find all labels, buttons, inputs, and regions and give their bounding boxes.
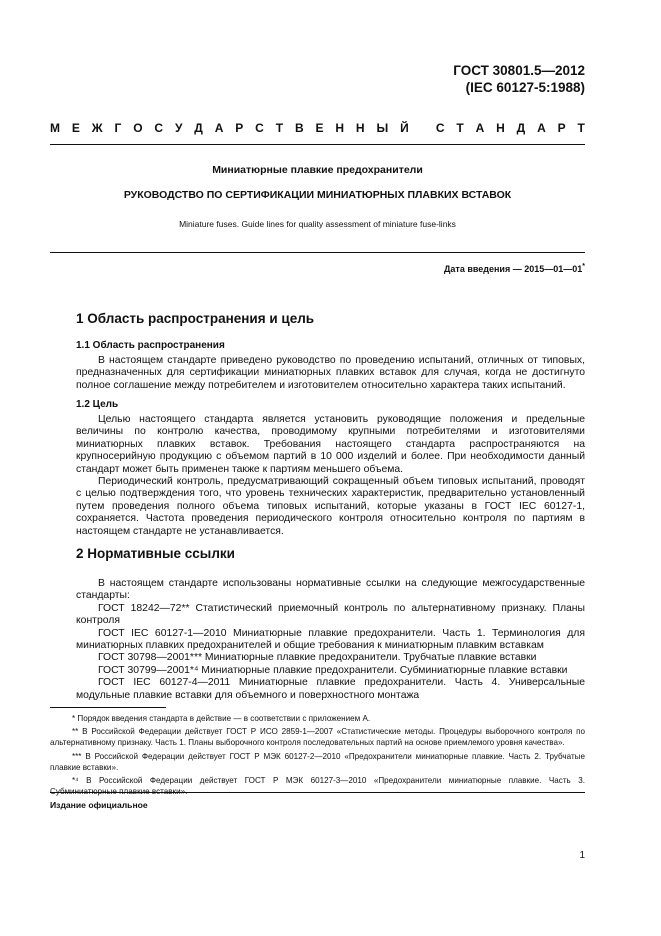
section-1-heading: 1 Область распространения и цель	[76, 311, 315, 326]
footnotes	[50, 713, 585, 799]
reference-item: ГОСТ 30798—2001*** Миниатюрные плавкие предохранители. Трубчатые плавкие вставки	[98, 652, 537, 664]
title-rule	[50, 252, 585, 253]
page-number: 1	[579, 850, 585, 861]
banner-letter: Т	[275, 121, 284, 135]
footnote-separator	[50, 707, 166, 708]
banner-letter: Т	[456, 121, 464, 135]
footnote-item: * Порядок введения стандарта в действие — в соответствии с приложением А.	[72, 714, 371, 723]
main-title: РУКОВОДСТВО ПО СЕРТИФИКАЦИИ МИНИАТЮРНЫХ ПЛАВКИХ ВСТАВОК	[123, 189, 512, 201]
reference-item: ГОСТ IEC 60127-1—2010 Миниатюрные плавкие предохранители. Часть 1. Терминология для миниатюрных плавких предохранителей и общие требования к миниатюрным плавким вставкам	[76, 627, 585, 652]
introduction-date-footnote-mark: *	[582, 263, 585, 270]
banner-letter: Н	[355, 121, 365, 135]
reference-item: ГОСТ 18242—72** Статистический приемочный контроль по альтернативному признаку. Планы контроля	[76, 602, 585, 627]
footnote-item: *⁴ В Российской Федерации действует ГОСТ Р МЭК 60127-3—2010 «Предохранители миниатюрные плавкие. Часть 3. Субминиатюрные плавкие вставки».	[50, 776, 585, 797]
introduction-date-label: Дата введения — 2015—01—01	[444, 264, 583, 274]
subject-title: Миниатюрные плавкие предохранители	[212, 164, 423, 176]
banner-letter: Й	[400, 121, 409, 135]
banner-letter: Д	[516, 121, 526, 135]
references-intro: В настоящем стандарте использованы нормативные ссылки на следующие межгосударственные стандарты:	[76, 578, 585, 602]
footnote-item: ** В Российской Федерации действует ГОСТ Р ИСО 2859-1—2007 «Статистические методы. Процедуры выборочного контроля по альтернативному признаку. Часть 1. Планы выборочного контроля последовательных партий на основе приемлемого уровня качества».	[50, 727, 585, 748]
banner-letter: А	[214, 121, 224, 135]
banner-letter: А	[475, 121, 485, 135]
section-2-heading: 2 Нормативные ссылки	[76, 546, 235, 561]
banner-letter: Д	[194, 121, 203, 135]
banner-letter: Т	[577, 121, 585, 135]
banner-letter: Н	[335, 121, 345, 135]
banner-gap	[421, 121, 424, 135]
subsection-1-2-heading: 1.2 Цель	[76, 399, 119, 410]
banner-letter: О	[133, 121, 143, 135]
standard-banner	[50, 121, 585, 135]
gost-code: ГОСТ 30801.5—2012	[453, 63, 585, 78]
banner-letter: С	[255, 121, 264, 135]
iec-code: (IEC 60127-5:1988)	[465, 80, 585, 95]
reference-item: ГОСТ 30799—2001*⁴ Миниатюрные плавкие предохранители. Субминиатюрные плавкие вставки	[98, 664, 568, 676]
banner-letter: М	[50, 121, 60, 135]
english-title: Miniature fuses. Guide lines for quality assessment of miniature fuse-links	[179, 219, 456, 229]
subsection-1-1-text: В настоящем стандарте приведено руководство по проведению испытаний, отличных от типовых, предназначенных для сертификации миниатюрных плавких вставок для случая, когда не достигнуто полное соглашение между потребителем и изготовителем относительно характера таких испытаний.	[76, 355, 585, 391]
periodic-control-paragraph: Периодический контроль, предусматривающий сокращенный объем типовых испытаний, проводят с целью подтверждения того, что уровень технических характеристик, предварительно установленный путем проведения полного объема типовых испытаний, которые указаны в ГОСТ IEC 60127-1, сохраняется. Частота проведения периодического контроля относительно контроля по партиям в настоящем стандарте не устанавливается.	[76, 476, 585, 537]
banner-letter: С	[154, 121, 164, 135]
banner-letter: В	[294, 121, 304, 135]
normative-references	[76, 578, 585, 702]
banner-letter: Р	[557, 121, 566, 135]
footnote-item: *** В Российской Федерации действует ГОСТ Р МЭК 60127-2—2010 «Предохранители миниатюрные плавкие. Часть 2. Трубчатые плавкие вставки».	[50, 751, 585, 772]
banner-letter: Г	[114, 121, 122, 135]
banner-letter: Е	[315, 121, 324, 135]
footer-rule	[50, 792, 585, 793]
banner-letter: Н	[496, 121, 505, 135]
document-designation	[453, 62, 585, 96]
reference-item: ГОСТ IEC 60127-4—2011 Миниатюрные плавкие предохранители. Часть 4. Универсальные модульные плавкие вставки для объемного и поверхностного монтажа	[76, 677, 585, 701]
banner-letter: А	[537, 121, 546, 135]
subsection-1-2-text	[76, 414, 585, 538]
banner-letter: С	[435, 121, 445, 135]
banner-letter: Р	[235, 121, 244, 135]
banner-letter: Ж	[91, 121, 103, 135]
subsection-1-1-heading: 1.1 Область распространения	[76, 340, 225, 351]
banner-letter: Е	[71, 121, 80, 135]
banner-letter: Ы	[376, 121, 389, 135]
purpose-paragraph: Целью настоящего стандарта является установить руководящие положения и предельные величины по контролю качества, проводимому крупными потребителями и изготовителями миниатюрных плавких вставок. Требования настоящего стандарта распространяются на крупносерийную продукцию с объемом партий в 10 000 изделий и более. При необходимости данный стандарт может быть применен также к партиям меньшего объема.	[76, 414, 585, 475]
official-edition-label: Издание официальное	[50, 800, 148, 810]
introduction-date	[444, 263, 585, 274]
banner-letter: У	[174, 121, 183, 135]
top-rule	[50, 144, 585, 145]
